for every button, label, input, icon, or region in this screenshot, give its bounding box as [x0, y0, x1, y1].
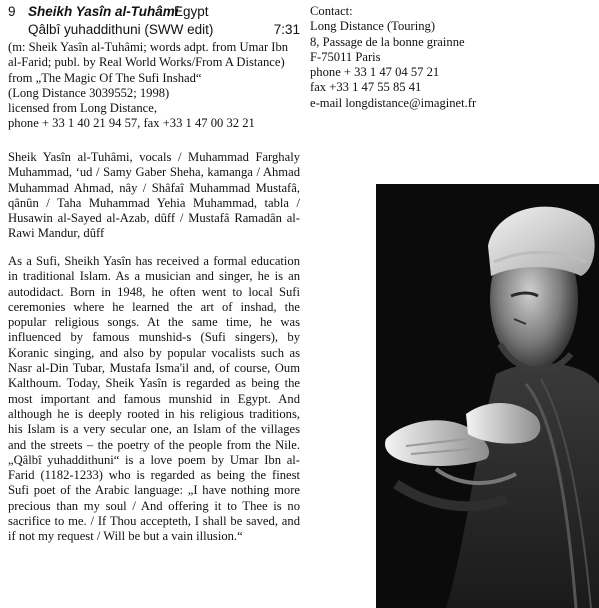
contact-fax: fax +33 1 47 55 85 41 — [310, 80, 422, 95]
contact-city: F-75011 Paris — [310, 49, 381, 64]
track-title: Qâlbî yuhaddithuni (SWW edit) — [28, 22, 214, 37]
credits-line: (m: Sheik Yasîn al-Tuhâmi; words adpt. from Umar Ibn al-Farid; publ. by Real World Works/From A Distance) — [8, 40, 289, 70]
contact-block — [310, 4, 590, 111]
contact-name: Long Distance (Touring) — [310, 19, 436, 34]
credits-from: from „The Magic Of The Sufi Inshad“ — [8, 70, 202, 85]
singer-photo — [376, 184, 599, 608]
contact-phone: phone + 33 1 47 04 57 21 — [310, 65, 440, 80]
musicians-list: Sheik Yasîn al-Tuhâmi, vocals / Muhammad Farghaly Muhammad, ‘ud / Samy Gaber Sheha, kamanga / Ahmad Muhammad Ahmad, nây / Shâfaî Muhammad Mustafâ, qânûn / Taha Muhammad Yehia Muhammad, tabla / Husawin al-Sayed al-Azab, dûff / Mustafâ Ramadân al-Rawi Mandur, dûff — [8, 150, 300, 241]
track-header — [8, 4, 300, 40]
credits-license: licensed from Long Distance, — [8, 101, 157, 116]
credits-block — [8, 40, 300, 132]
track-number: 9 — [8, 4, 16, 19]
track-duration: 7:31 — [273, 22, 300, 37]
biography-text: As a Sufi, Sheikh Yasîn has received a formal education in traditional Islam. As a musician and singer, he is an autodidact. Born in 1948, he often went to local Sufi ceremonies where he learned the art of inshad, the popular religious songs. At the same time, he was influenced by famous munshid-s (Sufi singers), by Koranic singing, and also by popular vocalists such as Nasr al-Din Tubar, Mustafa Isma'il and, of course, Oum Kalthoum. Today, Sheik Yasîn is regarded as being the most important and famous munshid in Egypt. And although he is deeply rooted in his religious traditions, his Islam is a very secular one, an Islam of the villages and the streets – the poetry of the people from the Nile. „Qâlbî yuhaddithuni“ is a love poem by Umar Ibn al-Farid (1182-1233) who is regarded as being the finest Sufi poet of the Arabic language: „I have nothing more precious than my soul / And offering it to Thee is no sacrifice to me. / If Thou accepteth, I shall be saved, and if not my request / Will be but a vain illusion.“ — [8, 254, 300, 544]
contact-email: e-mail longdistance@imaginet.fr — [310, 95, 477, 110]
biography — [8, 254, 300, 545]
contact-street: 8, Passage de la bonne grainne — [310, 34, 465, 49]
contact-heading: Contact: — [310, 4, 353, 18]
track-country: Egypt — [174, 4, 209, 19]
credits-phone-fax: phone + 33 1 40 21 94 57, fax +33 1 47 00 32 21 — [8, 116, 255, 131]
track-artist: Sheikh Yasîn al-Tuhâmi — [28, 4, 179, 19]
credits-catalog: (Long Distance 3039552; 1998) — [8, 85, 170, 100]
